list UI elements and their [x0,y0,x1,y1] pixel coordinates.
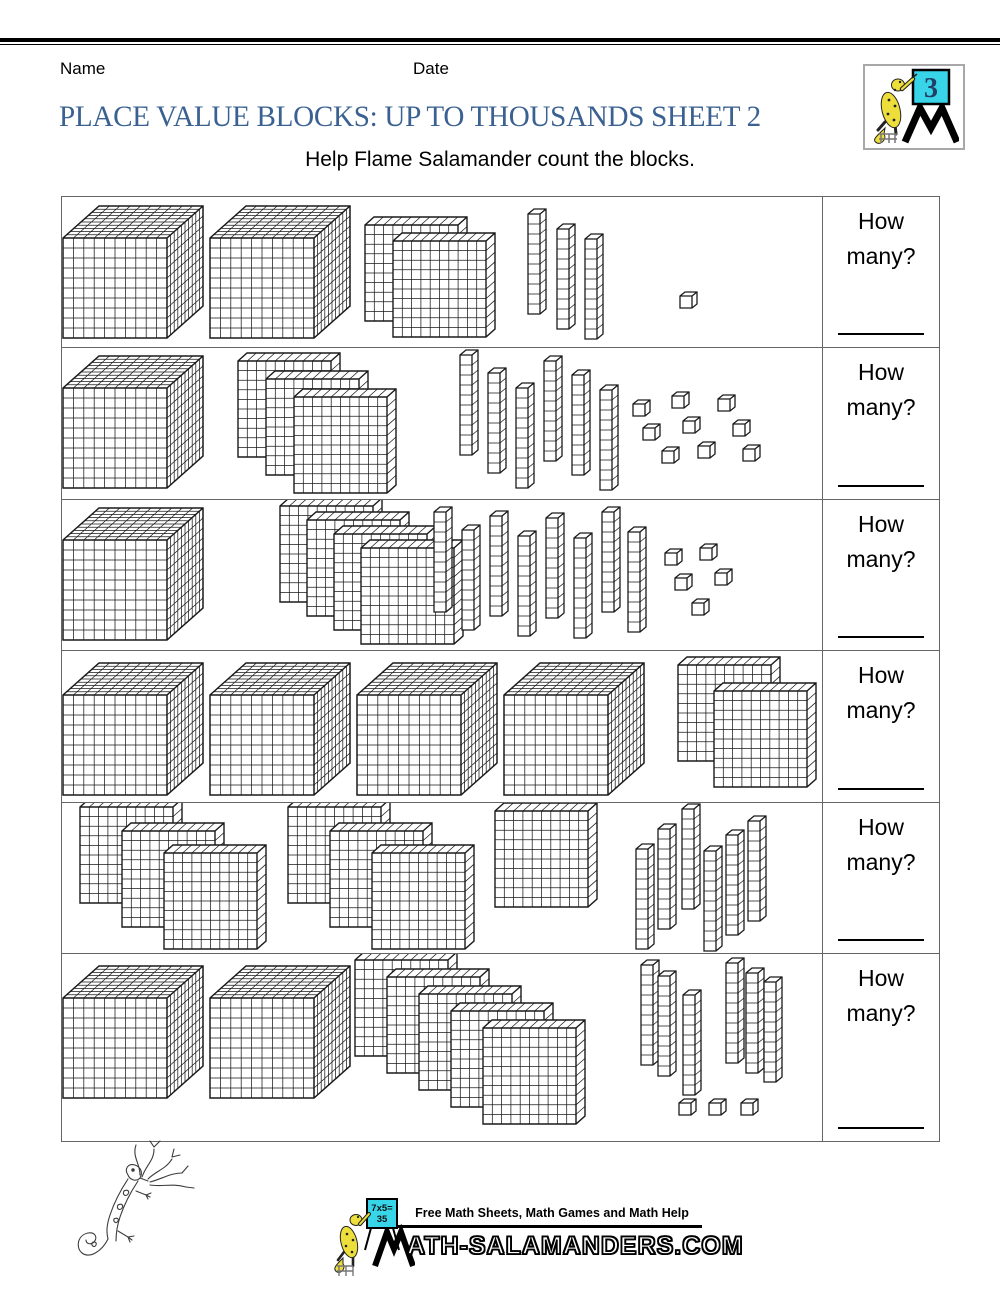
ten-block [490,511,508,616]
ten-block [516,383,534,488]
ten-block [764,977,782,1082]
ten-block [748,816,766,921]
one-block [698,442,715,458]
blocks-canvas [62,500,822,650]
question-line2: many? [846,546,916,572]
one-block [709,1099,726,1115]
blocks-canvas [62,651,822,802]
table-row [62,651,939,803]
ten-block [528,209,546,314]
blocks-cell [62,803,822,953]
blocks-cell [62,500,822,650]
thousand-block [63,508,203,640]
hundred-block [294,389,396,493]
page-subtitle: Help Flame Salamander count the blocks. [305,148,695,171]
question-line1: How [857,814,904,840]
hundred-block [164,845,266,949]
ten-block [726,830,744,935]
one-block [679,1099,696,1115]
grade-badge [863,64,965,150]
ten-block [628,527,646,632]
name-label: Name [60,59,106,78]
one-block [633,400,650,416]
logo-rule [397,1225,702,1228]
worksheet-table [61,196,940,1142]
question-cell [822,500,939,650]
question-cell [822,803,939,953]
one-block [680,292,697,308]
ten-block [460,350,478,455]
ten-block [557,224,575,329]
table-row [62,348,939,500]
one-block [662,447,679,463]
ten-block [683,990,701,1095]
ten-block [488,368,506,473]
how-many-label [823,507,939,577]
answer-line [838,939,924,941]
ten-block [434,507,452,612]
thousand-block [210,966,350,1098]
flame-salamander-drawing [70,1135,230,1275]
question-line1: How [857,965,904,991]
one-block [700,544,717,560]
page-title: PLACE VALUE BLOCKS: UP TO THOUSANDS SHEET 2 [59,100,761,133]
question-cell [822,651,939,802]
ten-block [658,971,676,1076]
thousand-block [210,663,350,795]
ten-block [704,846,722,951]
one-block [718,395,735,411]
table-row [62,954,939,1141]
ten-block [641,960,659,1065]
one-block [672,392,689,408]
logo-tagline: Free Math Sheets, Math Games and Math Help [415,1206,689,1220]
how-many-label [823,658,939,728]
hundred-block [483,1020,585,1124]
ten-block [518,531,536,636]
one-block [715,569,732,585]
answer-line [838,636,924,638]
ten-block [602,507,620,612]
question-line2: many? [846,243,916,269]
ten-block [682,804,700,909]
how-many-label [823,810,939,880]
ten-block [546,513,564,618]
blocks-canvas [62,197,822,347]
ten-block [746,968,764,1073]
question-line2: many? [846,1000,916,1026]
blocks-canvas [62,803,822,953]
board-equation-line1: 7x5= [371,1203,393,1214]
ten-block [658,824,676,929]
question-line2: many? [846,394,916,420]
table-row [62,197,939,348]
blocks-cell [62,954,822,1141]
grade-badge-art [865,66,959,144]
one-block [741,1099,758,1115]
how-many-label [823,204,939,274]
date-label: Date [413,59,449,78]
question-cell [822,348,939,499]
one-block [692,599,709,615]
blocks-cell [62,348,822,499]
question-line2: many? [846,849,916,875]
blocks-canvas [62,954,822,1141]
board-equation-line2: 35 [376,1214,388,1225]
easel-icon [905,108,957,142]
salamander-icon [335,1214,369,1276]
question-cell [822,954,939,1141]
thousand-block [210,206,350,338]
thousand-block [357,663,497,795]
thousand-block [63,206,203,338]
question-line1: How [857,359,904,385]
one-block [665,549,682,565]
how-many-label [823,961,939,1031]
ten-block [462,525,480,630]
hundred-block [714,683,816,787]
ten-block [585,234,603,339]
one-block [643,424,660,440]
hundred-block [495,803,597,907]
logo-sitename: ATH-SALAMANDERS.COM [407,1232,744,1260]
blocks-cell [62,651,822,802]
answer-line [838,1127,924,1129]
top-rule [0,38,1000,45]
table-row [62,803,939,954]
one-block [675,574,692,590]
answer-line [838,485,924,487]
answer-line [838,788,924,790]
ten-block [636,844,654,949]
question-line1: How [857,511,904,537]
blocks-canvas [62,348,822,499]
thousand-block [504,663,644,795]
ten-block [544,356,562,461]
question-line2: many? [846,697,916,723]
hundred-block [393,233,495,337]
thousand-block [63,356,203,488]
one-block [733,420,750,436]
question-line1: How [857,662,904,688]
grade-board [913,70,949,104]
ten-block [600,385,618,490]
ten-block [572,370,590,475]
how-many-label [823,355,939,425]
grade-3-label: 3 [924,73,938,104]
thousand-block [63,966,203,1098]
thousand-block [63,663,203,795]
hundred-block [372,845,474,949]
one-block [683,417,700,433]
answer-line [838,333,924,335]
blocks-cell [62,197,822,347]
question-line1: How [857,208,904,234]
ten-block [574,533,592,638]
question-cell [822,197,939,347]
table-row [62,500,939,651]
one-block [743,445,760,461]
ten-block [726,958,744,1063]
